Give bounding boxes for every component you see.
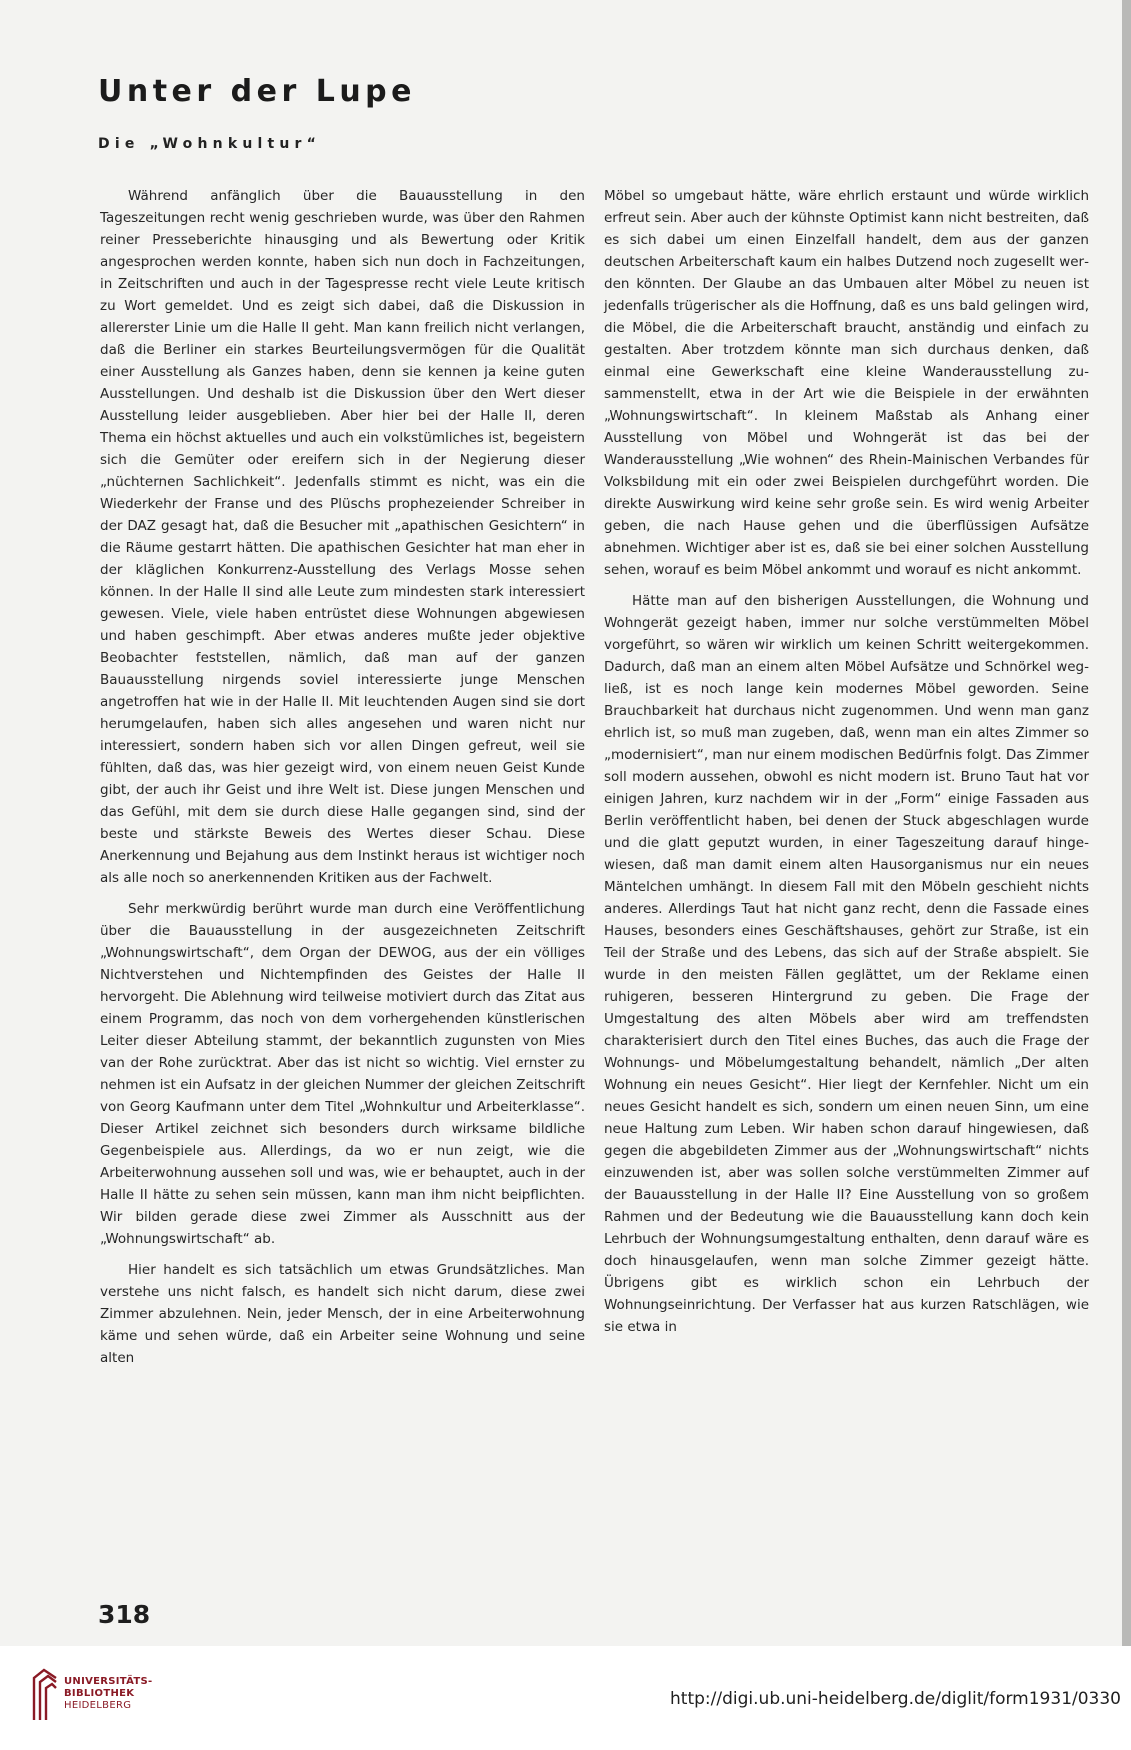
library-footer xyxy=(0,1646,1131,1750)
subtitle: Die „Wohnkultur“ xyxy=(98,136,322,152)
headline: Unter der Lupe xyxy=(98,74,416,109)
right-column xyxy=(604,185,1089,1347)
logo-line: BIBLIOTHEK xyxy=(64,1688,135,1699)
paragraph: Sehr merkwürdig berührt wurde man durch eine Veröffentlichung über die Bauausstellung in der ausgezeichneten Zeitschrift „Wohnungswirtschaft“, dem Organ der DEWOG, aus der ein völliges Nichtverstehen und Nichtempfinden des Geistes der Halle II hervorgeht. Die Ablehnung wird teilweise motiviert durch das Zitat aus einem Programm, das noch von dem vorhergehenden künstlerischen Leiter dieser Abteilung stammt, der bekanntlich zugunsten von Mies van der Rohe zurücktrat. Aber das ist nicht so wichtig. Viel ernster zu nehmen ist ein Aufsatz in der gleichen Nummer der gleichen Zeitschrift von Georg Kaufmann unter dem Titel „Wohnkultur und Arbeiterklasse“. Dieser Artikel zeichnet sich besonders durch wirksame bildliche Gegenbeispiele aus. Allerdings, da wo er nun zeigt, wie die Arbeiterwohnung aussehen soll und was, wie er behauptet, auch in der Halle II hätte zu sehen sein müssen, kann man ihm nicht beipflichten. Wir bilden gerade diese zwei Zimmer als Ausschnitt aus der „Wohnungswirtschaft“ ab. xyxy=(100,901,585,1247)
paragraph: Hier handelt es sich tatsächlich um etwas Grundsätzliches. Man verstehe uns nicht falsch, es handelt sich nicht darum, diese zwei Zimmer abzulehnen. Nein, jeder Mensch, der in eine Arbeiterwohnung käme und sehen würde, daß ein Arbeiter seine Wohnung und seine alten xyxy=(100,1262,585,1366)
page-number: 318 xyxy=(98,1600,151,1629)
logo-line: UNIVERSITÄTS- xyxy=(64,1676,153,1687)
library-logo-text xyxy=(64,1676,153,1712)
library-logo-icon xyxy=(30,1668,60,1724)
source-url-link[interactable]: http://digi.ub.uni-heidelberg.de/diglit/form1931/0330 xyxy=(670,1689,1121,1709)
left-column xyxy=(100,185,585,1378)
page-edge xyxy=(1122,0,1131,1646)
paragraph: Möbel so umgebaut hätte, wäre ehrlich erstaunt und würde wirklich erfreut sein. Aber auch der kühnste Optimist kann nicht bestreiten, daß es sich dabei um einen Einzelfall handelt, dem aus der ganzen deutschen Arbeiterschaft kaum ein halbes Dutzend noch zugesellt werden könnten. Der Glaube an das Umbauen alter Möbel zu neuen ist jedenfalls trügerischer als die Hoffnung, daß es uns bald gelingen wird, die Möbel, die die Arbeiterschaft braucht, anständig und einfach zu gestalten. Aber trotzdem könnte man sich durchaus denken, daß einmal eine Gewerkschaft eine kleine Wanderausstellung zusammenstellt, etwa in der Art wie die Beispiele in der erwähnten „Wohnungswirtschaft“. In kleinem Maßstab als Anhang einer Ausstellung von Möbel und Wohngerät ist das bei der Wanderausstellung „Wie wohnen“ des Rhein-Mainischen Verbandes für Volksbildung mit ein oder zwei Beispielen durchgeführt worden. Die direkte Auswirkung wird keine sehr große sein. Es wird wenig Arbeiter geben, die nach Hause gehen und die überflüssigen Aufsätze abnehmen. Wichtiger aber ist es, daß sie bei einer solchen Ausstellung sehen, worauf es beim Möbel ankommt und worauf es nicht ankommt. xyxy=(604,188,1089,578)
paragraph: Während anfänglich über die Bauausstellung in den Tageszeitungen recht wenig geschrieben wurde, was über den Rahmen reiner Presseberichte hinausging und als Bewertung oder Kritik angesprochen werden konnte, haben sich nun doch in Fachzeitungen, in Zeitschriften und auch in der Tagespresse recht viele Leute kritisch zu Wort gemeldet. Und es zeigt sich dabei, daß die Diskussion in allererster Linie um die Halle II geht. Man kann freilich nicht verlangen, daß die Berliner ein starkes Beurteilungsvermögen für die Qualität einer Ausstellung als Ganzes haben, denn sie kennen ja keine guten Ausstellungen. Und deshalb ist die Diskussion über den Wert dieser Ausstellung leider ausgeblieben. Aber hier bei der Halle II, deren Thema ein höchst aktuelles und auch ein volkstümliches ist, begeistern sich die Gemüter oder ereifern sich in der Negierung dieser „nüchternen Sachlichkeit“. Jedenfalls stimmt es nicht, was ein die Wiederkehr der Franse und des Plüschs prophezeiender Schreiber in der DAZ gesagt hat, daß die Besucher mit „apathischen Gesichtern“ in die Räume gestarrt hätten. Die apathischen Gesichter hat man eher in der kläglichen Konkurrenz-Ausstellung des Verlags Mosse sehen können. In der Halle II sind alle Leute zum mindesten stark interessiert gewesen. Viele, viele haben entrüstet diese Wohnungen abgewiesen und haben geschimpft. Aber etwas anderes mußte jeder objektive Beobachter feststellen, nämlich, daß man auf der ganzen Bauausstellung nirgends soviel interessierte junge Menschen angetroffen hat wie in der Halle II. Mit leuchtenden Augen sind sie dort herumgelaufen, haben sich alles angesehen und waren nicht nur interessiert, sondern haben sich vor allen Dingen gefreut, weil sie fühlten, daß das, was hier gezeigt wird, von einem neuen Geist Kunde gibt, der auch ihr Geist und ihre Welt ist. Diese jungen Menschen und das Gefühl, mit dem sie durch diese Halle gegangen sind, sind der beste und stärkste Beweis des Wertes dieser Schau. Diese Anerkennung und Bejahung aus dem Instinkt heraus ist wichtiger noch als alle noch so anerkennenden Kritiken aus der Fachwelt. xyxy=(100,188,585,886)
logo-line: HEIDELBERG xyxy=(64,1700,132,1711)
paragraph: Hätte man auf den bisherigen Ausstellungen, die Wohnung und Wohngerät gezeigt haben, immer nur solche verstümmelten Möbel vorgeführt, so wären wir wirklich um keinen Schritt weitergekommen. Dadurch, daß man an einem alten Möbel Aufsätze und Schnörkel wegließ, ist es noch lange kein modernes Möbel geworden. Seine Brauchbarkeit hat durchaus nicht zugenommen. Und wenn man ganz ehrlich ist, so muß man zugeben, daß, wenn man ein altes Zimmer so „modernisiert“, man nur einem modischen Bedürfnis folgt. Das Zimmer soll modern aussehen, obwohl es nicht modern ist. Bruno Taut hat vor einigen Jahren, kurz nachdem wir in der „Form“ einige Fassaden aus Berlin veröffentlicht haben, bei denen der Stuck abgeschlagen wurde und die glatt geputzt wurden, in einer Tageszeitung darauf hingewiesen, daß man damit einem alten Hausorganismus nur ein neues Mäntelchen umhängt. In diesem Fall mit den Möbeln geschieht nichts anderes. Allerdings Taut hat nicht ganz recht, denn die Fassade eines Hauses, besonders eines Geschäftshauses, gehört zur Straße, ist ein Teil der Straße und des Lebens, das sich auf der Straße abspielt. Sie wurde in den meisten Fällen geglättet, um der Reklame einen ruhigeren, besseren Hintergrund zu geben. Die Frage der Umgestaltung des alten Möbels aber wird am treffendsten charakterisiert durch den Titel eines Buches, das auch die Frage der Wohnungs- und Möbelumgestaltung behandelt, nämlich „Der alten Wohnung ein neues Gesicht“. Hier liegt der Kernfehler. Nicht um ein neues Gesicht handelt es sich, sondern um einen neuen Sinn, um eine neue Haltung zum Leben. Wir haben schon darauf hingewiesen, daß gegen die abgebildeten Zimmer aus der „Wohnungswirtschaft“ nichts einzuwenden ist, aber was sollen solche verstümmelten Zimmer auf der Bauausstellung in der Halle II? Eine Ausstellung von so großem Rahmen und der Bedeutung wie die Bauausstellung kann doch kein Lehrbuch der Wohnungsumgestaltung enthalten, denn darauf wäre es doch hinausgelaufen, wenn man solche Zimmer gezeigt hätte. Übrigens gibt es wirklich schon ein Lehrbuch der Wohnungseinrichtung. Der Verfasser hat aus kurzen Ratschlägen, wie sie etwa in xyxy=(604,593,1089,1335)
